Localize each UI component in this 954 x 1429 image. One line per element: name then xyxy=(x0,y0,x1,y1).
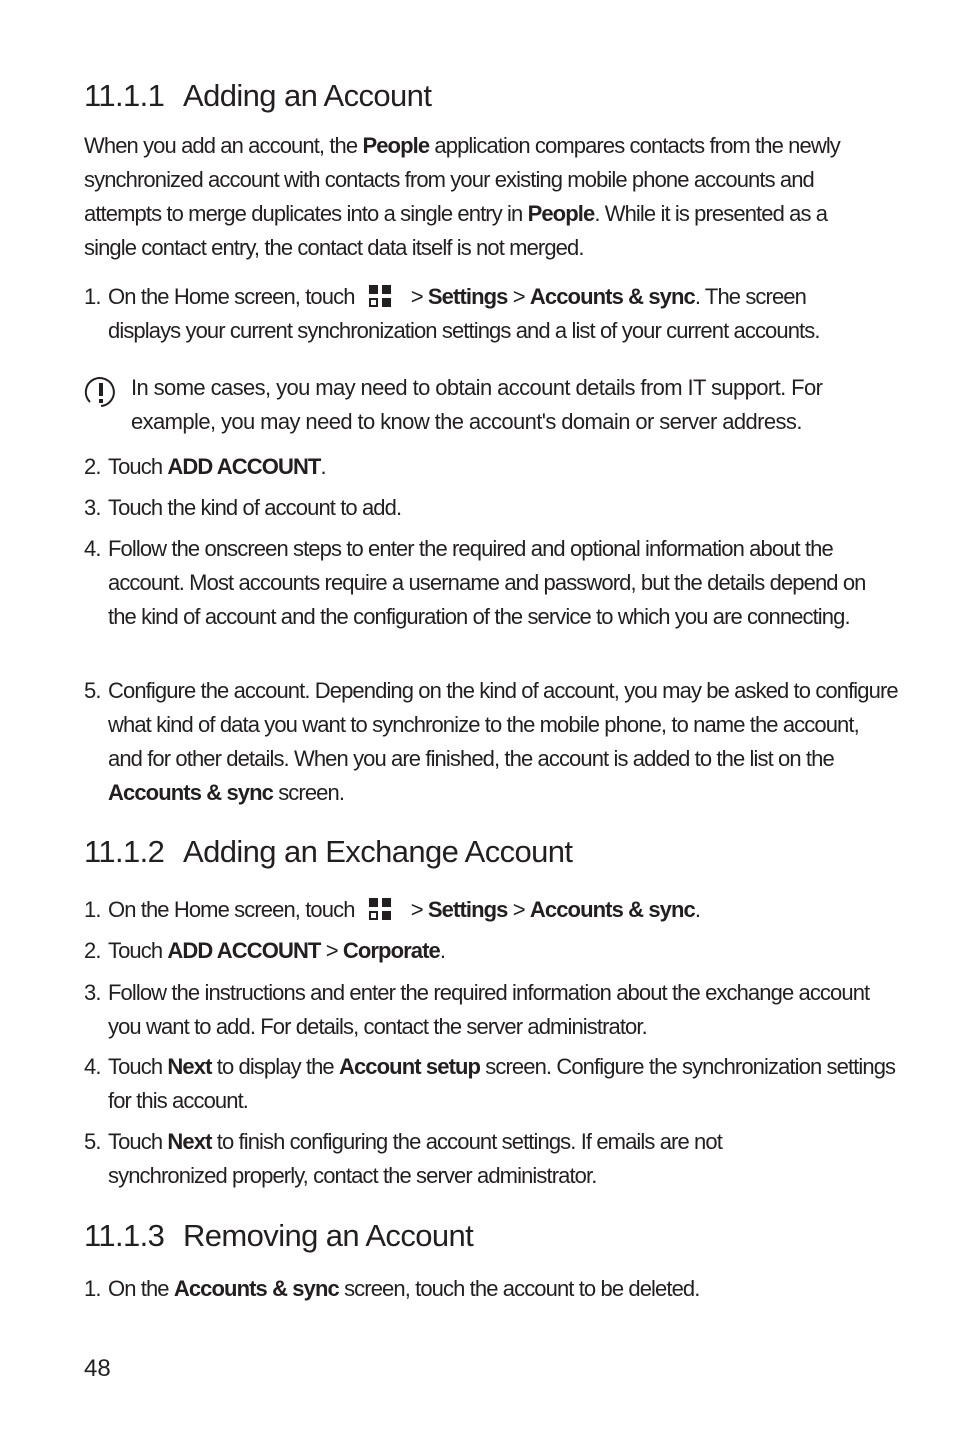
step-1-4 xyxy=(84,532,884,634)
step-bold-settings: Settings xyxy=(427,897,508,922)
apps-grid-icon xyxy=(368,898,394,920)
step-text: screen, touch the account to be deleted. xyxy=(338,1276,700,1301)
step-text: Touch the kind of account to add. xyxy=(108,495,402,520)
section-title: Removing an Account xyxy=(183,1218,474,1253)
step-text: to display the xyxy=(211,1054,339,1079)
step-text: > xyxy=(405,284,428,309)
exclamation-note-icon xyxy=(84,375,118,409)
step-text: Configure the account. Depending on the kind of account, you may be asked to configure what kind of data you want to synchronize to the mobile phone, to name the account, and for other details. When you are finished, the account is added to the list on the xyxy=(108,678,898,771)
step-bold-corporate: Corporate xyxy=(342,938,440,963)
step-2-3 xyxy=(84,976,884,1044)
step-number: 3. xyxy=(84,495,101,520)
step-text: On the Home screen, touch xyxy=(108,897,355,922)
step-text: . xyxy=(439,938,446,963)
step-number: 4. xyxy=(84,536,101,561)
step-2-2 xyxy=(84,934,884,968)
step-text: Touch xyxy=(108,1054,168,1079)
step-number: 2. xyxy=(84,938,101,963)
step-number: 5. xyxy=(84,678,101,703)
step-1-1 xyxy=(84,280,884,348)
step-text: Touch xyxy=(108,1129,168,1154)
step-number: 1. xyxy=(84,1276,101,1301)
step-bold-add-account: ADD ACCOUNT xyxy=(167,938,321,963)
step-bold-accounts-sync: Accounts & sync xyxy=(108,780,273,805)
page-number: 48 xyxy=(84,1355,111,1382)
section-title: Adding an Account xyxy=(183,78,432,113)
step-number: 1. xyxy=(84,897,101,922)
step-bold-next: Next xyxy=(167,1129,212,1154)
step-text: to finish configuring the account settings. If emails are not synchronized properly, contact the server administrator. xyxy=(108,1129,722,1188)
intro-bold-people: People xyxy=(362,133,430,158)
note-box xyxy=(84,371,884,439)
step-bold-add-account: ADD ACCOUNT xyxy=(167,454,321,479)
intro-text: application compares contacts from the newly synchronized account with contacts from your existing mobile phone accounts and attempts to merge duplicates into a single entry in xyxy=(84,133,840,226)
step-number: 4. xyxy=(84,1054,101,1079)
intro-text: When you add an account, the xyxy=(84,133,363,158)
step-number: 2. xyxy=(84,454,101,479)
apps-grid-icon xyxy=(368,285,394,307)
intro-paragraph xyxy=(84,129,884,265)
step-bold-accounts-sync: Accounts & sync xyxy=(529,284,695,309)
step-text: > xyxy=(405,897,428,922)
step-text: . xyxy=(320,454,326,479)
step-number: 3. xyxy=(84,980,101,1005)
step-1-2 xyxy=(84,450,884,484)
step-bold-settings: Settings xyxy=(427,284,508,309)
step-2-1 xyxy=(84,893,884,927)
step-text: > xyxy=(507,897,530,922)
step-bold-accounts-sync: Accounts & sync xyxy=(529,897,695,922)
step-text: > xyxy=(507,284,530,309)
step-text: screen. Configure the synchronization settings for this account. xyxy=(108,1054,896,1113)
step-text: . The screen displays your current synchronization settings and a list of your current accounts. xyxy=(108,284,820,343)
step-text: Follow the instructions and enter the required information about the exchange account you want to add. For details, contact the server administrator. xyxy=(108,980,870,1039)
step-text: Touch xyxy=(108,938,168,963)
step-bold-account-setup: Account setup xyxy=(338,1054,481,1079)
step-bold-accounts-sync: Accounts & sync xyxy=(173,1276,339,1301)
section-heading-removing-account xyxy=(84,1218,473,1254)
step-2-5 xyxy=(84,1125,884,1193)
intro-text: . While it is presented as a single contact entry, the contact data itself is not merged. xyxy=(84,201,828,260)
section-title: Adding an Exchange Account xyxy=(183,834,573,869)
section-heading-exchange-account xyxy=(84,834,572,870)
step-2-4 xyxy=(84,1050,896,1118)
step-text: screen. xyxy=(273,780,345,805)
section-number: 11.1.1 xyxy=(84,78,165,113)
step-text: . xyxy=(694,897,701,922)
step-text: On the xyxy=(108,1276,174,1301)
section-number: 11.1.2 xyxy=(84,834,165,869)
section-number: 11.1.3 xyxy=(84,1218,165,1253)
step-text: Follow the onscreen steps to enter the required and optional information about the account. Most accounts require a username and password, but the details depend on the kind of account and the configuration of the service to which you are connecting. xyxy=(108,536,866,629)
note-text: In some cases, you may need to obtain account details from IT support. For example, you may need to know the account's domain or server address. xyxy=(131,375,823,434)
step-3-1 xyxy=(84,1272,884,1306)
step-number: 1. xyxy=(84,284,101,309)
step-1-3 xyxy=(84,491,884,525)
step-text: On the Home screen, touch xyxy=(108,284,355,309)
intro-bold-people: People xyxy=(527,201,595,226)
step-text: Touch xyxy=(108,454,168,479)
step-text: > xyxy=(320,938,343,963)
step-bold-next: Next xyxy=(167,1054,212,1079)
step-number: 5. xyxy=(84,1129,101,1154)
step-1-5 xyxy=(84,674,898,810)
section-heading-adding-account xyxy=(84,78,431,114)
